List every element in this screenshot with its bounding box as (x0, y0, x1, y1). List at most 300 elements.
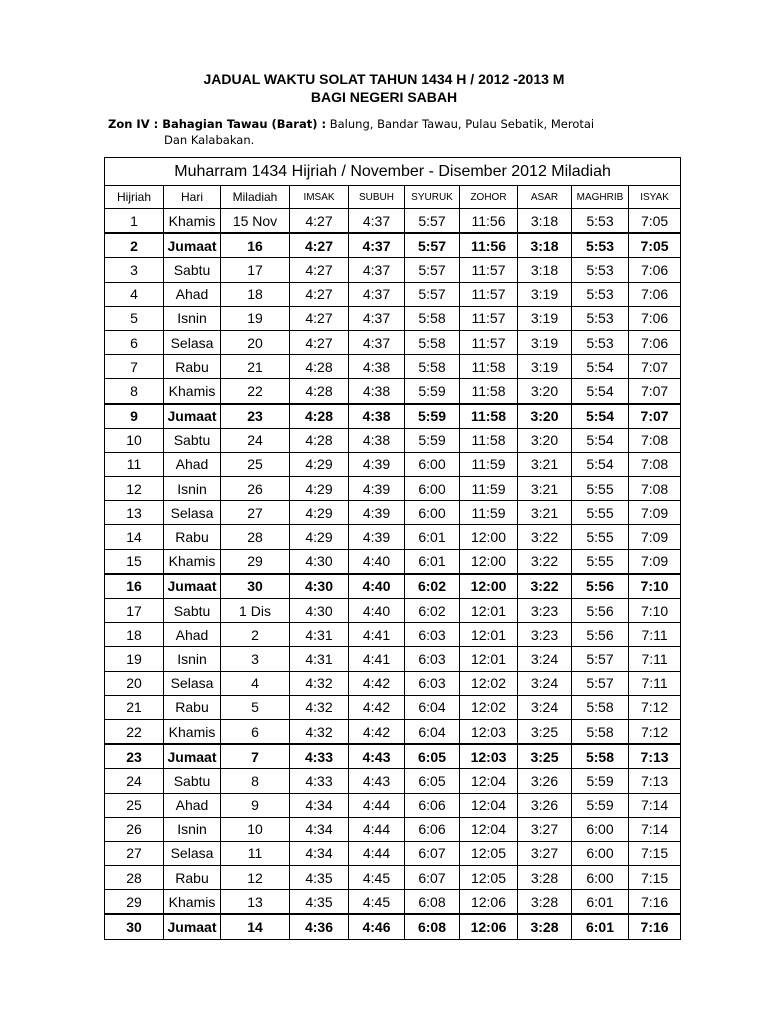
cell-subuh: 4:42 (349, 695, 405, 719)
cell-asar: 3:28 (518, 914, 572, 939)
cell-maghrib: 5:59 (572, 793, 629, 817)
table-row (105, 817, 681, 841)
cell-zohor: 12:04 (460, 817, 518, 841)
cell-imsak: 4:27 (290, 258, 349, 282)
cell-hari: Jumaat (164, 744, 221, 769)
cell-maghrib: 5:54 (572, 404, 629, 429)
table-caption: Muharram 1434 Hijriah / November - Disember 2012 Miladiah (105, 158, 681, 186)
cell-syuruk: 6:03 (405, 647, 460, 671)
cell-syuruk: 6:07 (405, 841, 460, 865)
cell-asar: 3:23 (518, 623, 572, 647)
cell-isyak: 7:13 (629, 744, 681, 769)
cell-asar: 3:19 (518, 330, 572, 354)
table-row (105, 549, 681, 574)
cell-syuruk: 6:02 (405, 574, 460, 599)
cell-hari: Jumaat (164, 233, 221, 258)
cell-subuh: 4:42 (349, 671, 405, 695)
cell-miladiah: 19 (221, 306, 290, 330)
cell-zohor: 11:56 (460, 209, 518, 234)
cell-asar: 3:26 (518, 793, 572, 817)
cell-miladiah: 29 (221, 549, 290, 574)
cell-maghrib: 6:00 (572, 817, 629, 841)
cell-miladiah: 21 (221, 355, 290, 379)
cell-miladiah: 28 (221, 525, 290, 549)
cell-subuh: 4:37 (349, 306, 405, 330)
cell-maghrib: 6:00 (572, 866, 629, 890)
cell-miladiah: 26 (221, 477, 290, 501)
cell-miladiah: 12 (221, 866, 290, 890)
cell-imsak: 4:29 (290, 525, 349, 549)
cell-syuruk: 6:05 (405, 769, 460, 793)
cell-asar: 3:20 (518, 404, 572, 429)
cell-hari: Sabtu (164, 428, 221, 452)
table-row (105, 841, 681, 865)
cell-subuh: 4:37 (349, 330, 405, 354)
cell-syuruk: 6:04 (405, 695, 460, 719)
cell-hari: Ahad (164, 793, 221, 817)
cell-syuruk: 6:00 (405, 452, 460, 476)
cell-hari: Khamis (164, 719, 221, 744)
cell-hijriah: 28 (105, 866, 164, 890)
cell-imsak: 4:28 (290, 428, 349, 452)
cell-miladiah: 22 (221, 379, 290, 404)
cell-hijriah: 16 (105, 574, 164, 599)
prayer-time-table (104, 157, 681, 940)
table-row (105, 793, 681, 817)
table-row (105, 477, 681, 501)
cell-miladiah: 10 (221, 817, 290, 841)
cell-zohor: 11:57 (460, 330, 518, 354)
cell-hijriah: 22 (105, 719, 164, 744)
cell-syuruk: 6:03 (405, 671, 460, 695)
cell-isyak: 7:09 (629, 525, 681, 549)
cell-subuh: 4:44 (349, 841, 405, 865)
cell-hari: Selasa (164, 841, 221, 865)
cell-isyak: 7:06 (629, 306, 681, 330)
cell-miladiah: 1 Dis (221, 599, 290, 623)
cell-isyak: 7:07 (629, 379, 681, 404)
cell-subuh: 4:45 (349, 890, 405, 915)
cell-miladiah: 24 (221, 428, 290, 452)
cell-syuruk: 6:02 (405, 599, 460, 623)
cell-zohor: 11:59 (460, 452, 518, 476)
cell-zohor: 12:03 (460, 719, 518, 744)
cell-syuruk: 5:58 (405, 355, 460, 379)
cell-imsak: 4:27 (290, 282, 349, 306)
table-row (105, 282, 681, 306)
table-caption-row (105, 158, 681, 186)
cell-maghrib: 5:56 (572, 623, 629, 647)
cell-zohor: 11:58 (460, 355, 518, 379)
cell-asar: 3:27 (518, 817, 572, 841)
cell-asar: 3:23 (518, 599, 572, 623)
table-header-row (105, 186, 681, 209)
cell-hari: Khamis (164, 549, 221, 574)
cell-syuruk: 6:05 (405, 744, 460, 769)
cell-hijriah: 25 (105, 793, 164, 817)
cell-hari: Khamis (164, 379, 221, 404)
cell-zohor: 12:04 (460, 793, 518, 817)
cell-miladiah: 20 (221, 330, 290, 354)
cell-zohor: 12:01 (460, 599, 518, 623)
cell-maghrib: 5:56 (572, 599, 629, 623)
zone-line-1 (108, 116, 628, 132)
header-syuruk: SYURUK (405, 186, 460, 209)
zone-label: Zon IV : Bahagian Tawau (Barat) : (108, 117, 327, 131)
cell-maghrib: 5:53 (572, 258, 629, 282)
cell-zohor: 12:05 (460, 866, 518, 890)
cell-maghrib: 5:53 (572, 233, 629, 258)
cell-zohor: 11:56 (460, 233, 518, 258)
cell-imsak: 4:27 (290, 306, 349, 330)
cell-subuh: 4:39 (349, 452, 405, 476)
cell-isyak: 7:16 (629, 914, 681, 939)
cell-isyak: 7:14 (629, 793, 681, 817)
cell-hari: Rabu (164, 695, 221, 719)
cell-subuh: 4:40 (349, 549, 405, 574)
cell-subuh: 4:45 (349, 866, 405, 890)
cell-zohor: 12:05 (460, 841, 518, 865)
cell-isyak: 7:07 (629, 404, 681, 429)
table-row (105, 769, 681, 793)
cell-syuruk: 6:06 (405, 793, 460, 817)
table-row (105, 914, 681, 939)
cell-hari: Sabtu (164, 258, 221, 282)
zone-description (108, 116, 628, 148)
cell-miladiah: 14 (221, 914, 290, 939)
cell-hijriah: 26 (105, 817, 164, 841)
cell-subuh: 4:39 (349, 477, 405, 501)
cell-hari: Rabu (164, 866, 221, 890)
cell-miladiah: 23 (221, 404, 290, 429)
cell-maghrib: 5:56 (572, 574, 629, 599)
cell-subuh: 4:39 (349, 525, 405, 549)
cell-subuh: 4:37 (349, 258, 405, 282)
table-row (105, 452, 681, 476)
header-isyak: ISYAK (629, 186, 681, 209)
cell-hijriah: 17 (105, 599, 164, 623)
cell-syuruk: 5:57 (405, 209, 460, 234)
cell-syuruk: 6:08 (405, 914, 460, 939)
cell-asar: 3:28 (518, 866, 572, 890)
cell-imsak: 4:35 (290, 866, 349, 890)
cell-hijriah: 12 (105, 477, 164, 501)
cell-hari: Khamis (164, 209, 221, 234)
cell-isyak: 7:12 (629, 695, 681, 719)
cell-asar: 3:25 (518, 719, 572, 744)
cell-hari: Ahad (164, 452, 221, 476)
table-row (105, 233, 681, 258)
cell-hijriah: 2 (105, 233, 164, 258)
cell-imsak: 4:32 (290, 671, 349, 695)
cell-syuruk: 5:57 (405, 258, 460, 282)
document-title (0, 70, 768, 106)
cell-imsak: 4:33 (290, 744, 349, 769)
cell-subuh: 4:42 (349, 719, 405, 744)
cell-hari: Isnin (164, 477, 221, 501)
cell-hijriah: 15 (105, 549, 164, 574)
cell-maghrib: 6:00 (572, 841, 629, 865)
cell-maghrib: 5:55 (572, 549, 629, 574)
cell-zohor: 11:59 (460, 477, 518, 501)
cell-syuruk: 6:04 (405, 719, 460, 744)
cell-syuruk: 6:08 (405, 890, 460, 915)
cell-hijriah: 5 (105, 306, 164, 330)
cell-isyak: 7:16 (629, 890, 681, 915)
cell-hijriah: 27 (105, 841, 164, 865)
cell-miladiah: 16 (221, 233, 290, 258)
table-row (105, 574, 681, 599)
cell-syuruk: 5:58 (405, 330, 460, 354)
cell-imsak: 4:29 (290, 477, 349, 501)
cell-isyak: 7:15 (629, 866, 681, 890)
table-row (105, 890, 681, 915)
cell-imsak: 4:34 (290, 817, 349, 841)
cell-miladiah: 9 (221, 793, 290, 817)
cell-isyak: 7:13 (629, 769, 681, 793)
cell-miladiah: 27 (221, 501, 290, 525)
cell-asar: 3:21 (518, 477, 572, 501)
cell-imsak: 4:28 (290, 379, 349, 404)
cell-subuh: 4:44 (349, 793, 405, 817)
cell-miladiah: 3 (221, 647, 290, 671)
cell-subuh: 4:39 (349, 501, 405, 525)
cell-asar: 3:20 (518, 379, 572, 404)
cell-syuruk: 5:57 (405, 233, 460, 258)
cell-miladiah: 13 (221, 890, 290, 915)
cell-isyak: 7:11 (629, 623, 681, 647)
cell-hari: Rabu (164, 355, 221, 379)
header-hijriah: Hijriah (105, 186, 164, 209)
table-row (105, 623, 681, 647)
cell-maghrib: 5:57 (572, 671, 629, 695)
cell-miladiah: 8 (221, 769, 290, 793)
cell-syuruk: 6:01 (405, 525, 460, 549)
cell-miladiah: 30 (221, 574, 290, 599)
cell-hari: Selasa (164, 330, 221, 354)
cell-maghrib: 5:53 (572, 282, 629, 306)
cell-asar: 3:26 (518, 769, 572, 793)
table-row (105, 404, 681, 429)
cell-syuruk: 5:59 (405, 379, 460, 404)
cell-isyak: 7:08 (629, 477, 681, 501)
cell-zohor: 11:57 (460, 306, 518, 330)
header-miladiah: Miladiah (221, 186, 290, 209)
cell-zohor: 12:00 (460, 574, 518, 599)
header-imsak: IMSAK (290, 186, 349, 209)
cell-hijriah: 1 (105, 209, 164, 234)
cell-asar: 3:19 (518, 306, 572, 330)
cell-imsak: 4:28 (290, 355, 349, 379)
table-row (105, 744, 681, 769)
cell-maghrib: 5:57 (572, 647, 629, 671)
cell-hari: Sabtu (164, 599, 221, 623)
cell-isyak: 7:15 (629, 841, 681, 865)
cell-maghrib: 5:54 (572, 428, 629, 452)
cell-zohor: 12:06 (460, 890, 518, 915)
cell-zohor: 12:02 (460, 695, 518, 719)
cell-maghrib: 5:58 (572, 695, 629, 719)
cell-zohor: 12:02 (460, 671, 518, 695)
cell-hari: Ahad (164, 282, 221, 306)
cell-asar: 3:19 (518, 355, 572, 379)
cell-zohor: 12:01 (460, 623, 518, 647)
table-row (105, 647, 681, 671)
cell-maghrib: 6:01 (572, 890, 629, 915)
cell-asar: 3:21 (518, 452, 572, 476)
cell-miladiah: 11 (221, 841, 290, 865)
cell-isyak: 7:10 (629, 574, 681, 599)
cell-zohor: 11:58 (460, 379, 518, 404)
cell-subuh: 4:43 (349, 769, 405, 793)
cell-isyak: 7:11 (629, 671, 681, 695)
cell-miladiah: 7 (221, 744, 290, 769)
cell-maghrib: 5:55 (572, 477, 629, 501)
table-row (105, 719, 681, 744)
cell-syuruk: 6:03 (405, 623, 460, 647)
cell-hijriah: 30 (105, 914, 164, 939)
cell-maghrib: 5:53 (572, 209, 629, 234)
cell-subuh: 4:37 (349, 282, 405, 306)
cell-hari: Khamis (164, 890, 221, 915)
cell-subuh: 4:38 (349, 379, 405, 404)
table-body (105, 209, 681, 940)
cell-hijriah: 13 (105, 501, 164, 525)
cell-miladiah: 2 (221, 623, 290, 647)
cell-hijriah: 9 (105, 404, 164, 429)
table-row (105, 695, 681, 719)
cell-hijriah: 4 (105, 282, 164, 306)
cell-asar: 3:28 (518, 890, 572, 915)
cell-imsak: 4:32 (290, 719, 349, 744)
cell-zohor: 11:58 (460, 404, 518, 429)
cell-subuh: 4:37 (349, 233, 405, 258)
header-subuh: SUBUH (349, 186, 405, 209)
cell-hari: Isnin (164, 647, 221, 671)
cell-maghrib: 5:53 (572, 306, 629, 330)
cell-hijriah: 7 (105, 355, 164, 379)
cell-imsak: 4:31 (290, 647, 349, 671)
header-maghrib: MAGHRIB (572, 186, 629, 209)
cell-subuh: 4:38 (349, 404, 405, 429)
cell-asar: 3:27 (518, 841, 572, 865)
table-row (105, 379, 681, 404)
title-line-2: BAGI NEGERI SABAH (310, 89, 458, 105)
cell-syuruk: 5:59 (405, 404, 460, 429)
cell-isyak: 7:05 (629, 209, 681, 234)
cell-imsak: 4:35 (290, 890, 349, 915)
table-row (105, 501, 681, 525)
table-row (105, 209, 681, 234)
cell-imsak: 4:29 (290, 501, 349, 525)
cell-asar: 3:22 (518, 574, 572, 599)
cell-miladiah: 17 (221, 258, 290, 282)
cell-miladiah: 15 Nov (221, 209, 290, 234)
cell-asar: 3:22 (518, 525, 572, 549)
cell-hijriah: 24 (105, 769, 164, 793)
cell-hijriah: 14 (105, 525, 164, 549)
cell-isyak: 7:12 (629, 719, 681, 744)
cell-hijriah: 3 (105, 258, 164, 282)
cell-miladiah: 6 (221, 719, 290, 744)
cell-imsak: 4:30 (290, 574, 349, 599)
cell-subuh: 4:38 (349, 355, 405, 379)
table-row (105, 355, 681, 379)
cell-hari: Isnin (164, 306, 221, 330)
cell-imsak: 4:34 (290, 793, 349, 817)
cell-isyak: 7:10 (629, 599, 681, 623)
cell-hari: Rabu (164, 525, 221, 549)
cell-hijriah: 18 (105, 623, 164, 647)
cell-subuh: 4:38 (349, 428, 405, 452)
header-zohor: ZOHOR (460, 186, 518, 209)
cell-hari: Isnin (164, 817, 221, 841)
cell-maghrib: 5:54 (572, 355, 629, 379)
cell-asar: 3:18 (518, 258, 572, 282)
cell-maghrib: 5:53 (572, 330, 629, 354)
table-row (105, 330, 681, 354)
cell-syuruk: 5:58 (405, 306, 460, 330)
cell-zohor: 12:06 (460, 914, 518, 939)
cell-hijriah: 10 (105, 428, 164, 452)
cell-isyak: 7:05 (629, 233, 681, 258)
table-row (105, 599, 681, 623)
cell-hijriah: 6 (105, 330, 164, 354)
cell-isyak: 7:09 (629, 501, 681, 525)
cell-isyak: 7:11 (629, 647, 681, 671)
cell-syuruk: 6:07 (405, 866, 460, 890)
cell-maghrib: 5:59 (572, 769, 629, 793)
cell-isyak: 7:14 (629, 817, 681, 841)
cell-subuh: 4:43 (349, 744, 405, 769)
cell-subuh: 4:44 (349, 817, 405, 841)
cell-hijriah: 19 (105, 647, 164, 671)
cell-maghrib: 5:58 (572, 719, 629, 744)
cell-imsak: 4:27 (290, 330, 349, 354)
cell-asar: 3:25 (518, 744, 572, 769)
cell-subuh: 4:41 (349, 647, 405, 671)
cell-subuh: 4:40 (349, 599, 405, 623)
cell-hari: Sabtu (164, 769, 221, 793)
table-row (105, 525, 681, 549)
cell-syuruk: 6:01 (405, 549, 460, 574)
cell-asar: 3:21 (518, 501, 572, 525)
cell-zohor: 12:00 (460, 525, 518, 549)
cell-imsak: 4:27 (290, 233, 349, 258)
cell-imsak: 4:28 (290, 404, 349, 429)
table-row (105, 428, 681, 452)
cell-asar: 3:24 (518, 695, 572, 719)
cell-zohor: 12:04 (460, 769, 518, 793)
cell-subuh: 4:46 (349, 914, 405, 939)
cell-asar: 3:24 (518, 647, 572, 671)
cell-asar: 3:18 (518, 209, 572, 234)
cell-hijriah: 11 (105, 452, 164, 476)
cell-asar: 3:19 (518, 282, 572, 306)
cell-hijriah: 20 (105, 671, 164, 695)
cell-asar: 3:24 (518, 671, 572, 695)
cell-zohor: 11:57 (460, 258, 518, 282)
cell-zohor: 12:00 (460, 549, 518, 574)
cell-hari: Ahad (164, 623, 221, 647)
cell-maghrib: 5:58 (572, 744, 629, 769)
cell-isyak: 7:09 (629, 549, 681, 574)
cell-maghrib: 5:55 (572, 501, 629, 525)
cell-zohor: 11:57 (460, 282, 518, 306)
cell-imsak: 4:34 (290, 841, 349, 865)
cell-hari: Selasa (164, 501, 221, 525)
zone-areas: Balung, Bandar Tawau, Pulau Sebatik, Merotai (326, 117, 595, 131)
